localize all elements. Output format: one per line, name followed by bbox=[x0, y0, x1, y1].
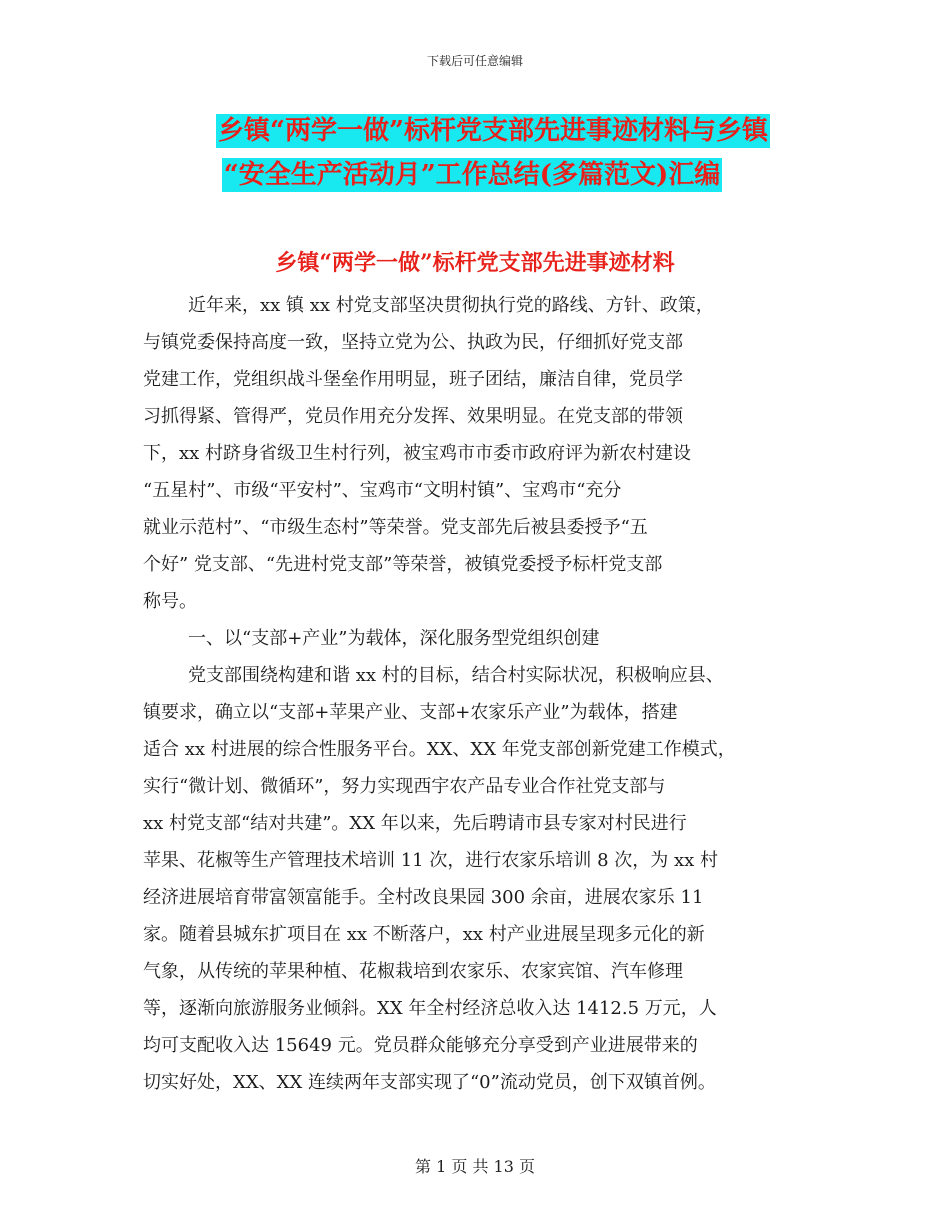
body-line: 称号。 bbox=[143, 591, 197, 612]
body-line: xx 村党支部“结对共建”。XX 年以来，先后聘请市县专家对村民进行 bbox=[143, 813, 687, 834]
body-text bbox=[143, 287, 823, 1101]
body-line: 均可支配收入达 15649 元。党员群众能够充分享受到产业进展带来的 bbox=[143, 1035, 698, 1056]
body-line: 等，逐渐向旅游服务业倾斜。XX 年全村经济总收入达 1412.5 万元，人 bbox=[143, 998, 717, 1019]
body-line: 就业示范村”、“市级生态村”等荣誉。党支部先后被县委授予“五 bbox=[143, 517, 648, 538]
body-line: 习抓得紧、管得严，党员作用充分发挥、效果明显。在党支部的带领 bbox=[143, 406, 683, 427]
body-line: 适合 xx 村进展的综合性服务平台。XX、XX 年党支部创新党建工作模式， bbox=[143, 739, 736, 760]
body-line: 家。随着县城东扩项目在 xx 不断落户，xx 村产业进展呈现多元化的新 bbox=[143, 924, 705, 945]
body-line: 下，xx 村跻身省级卫生村行列，被宝鸡市市委市政府评为新农村建设 bbox=[143, 443, 692, 464]
body-line: 气象，从传统的苹果种植、花椒栽培到农家乐、农家宾馆、汽车修理 bbox=[143, 961, 683, 982]
page-header: 下载后可任意编辑 bbox=[426, 54, 523, 68]
section-title: 乡镇“两学一做”标杆党支部先进事迹材料 bbox=[275, 250, 675, 276]
body-line: 党支部围绕构建和谐 xx 村的目标，结合村实际状况，积极响应县、 bbox=[188, 665, 724, 686]
body-line: 个好” 党支部、“先进村党支部”等荣誉，被镇党委授予标杆党支部 bbox=[143, 554, 663, 575]
title-highlight: “安全生产活动月”工作总结(多篇范文)汇编 bbox=[223, 160, 721, 190]
page-footer: 第 1 页 共 13 页 bbox=[415, 1157, 535, 1176]
body-line: 近年来，xx 镇 xx 村党支部坚决贯彻执行党的路线、方针、政策， bbox=[188, 295, 714, 316]
body-line: 实行“微计划、微循环”，努力实现西宇农产品专业合作社党支部与 bbox=[143, 776, 666, 797]
document-title-line-1 bbox=[18, 110, 950, 152]
body-line: 与镇党委保持高度一致，坚持立党为公、执政为民，仔细抓好党支部 bbox=[143, 332, 683, 353]
body-line: 党建工作，党组织战斗堡垒作用明显，班子团结，廉洁自律，党员学 bbox=[143, 369, 683, 390]
document-title-line-2 bbox=[0, 154, 947, 196]
body-line: 苹果、花椒等生产管理技术培训 11 次，进行农家乐培训 8 次，为 xx 村 bbox=[143, 850, 718, 871]
body-line: 切实好处，XX、XX 连续两年支部实现了“0”流动党员，创下双镇首例。 bbox=[143, 1072, 716, 1093]
body-line: 经济进展培育带富领富能手。全村改良果园 300 余亩，进展农家乐 11 bbox=[143, 887, 704, 908]
body-line: 镇要求，确立以“支部+苹果产业、支部+农家乐产业”为载体，搭建 bbox=[143, 702, 678, 723]
body-line: “五星村”、市级“平安村”、宝鸡市“文明村镇”、宝鸡市“充分 bbox=[143, 480, 622, 501]
body-line: 一、以“支部+产业”为载体，深化服务型党组织创建 bbox=[188, 628, 600, 649]
title-highlight: 乡镇“两学一做”标杆党支部先进事迹材料与乡镇 bbox=[218, 116, 768, 146]
